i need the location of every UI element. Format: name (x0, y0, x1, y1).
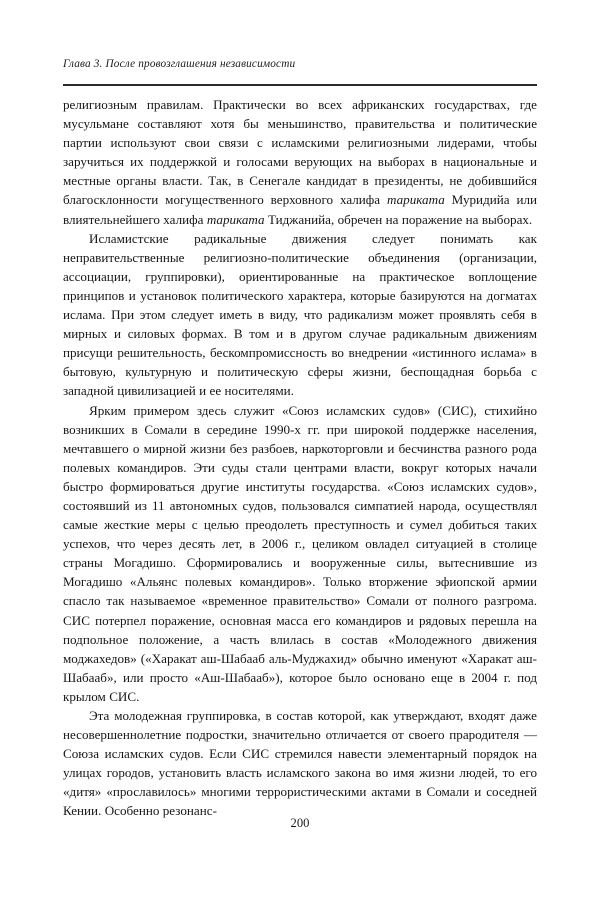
paragraph-text: Ярким примером здесь служит «Союз исламских судов» (СИС), стихийно возникших в Сомали в середине 1990-х гг. при широкой поддержке населения, мечтавшего о мирной жизни без разбоев, наркоторговли и бесчинства разного рода полевых командиров. Эти суды стали центрами власти, вокруг которых начали быстро формироваться другие институты государства. «Союз исламских судов», состоявший из 11 автономных судов, пользовался симпатией народа, осуществлял самые жесткие меры с целью преодолеть преступность и сумел добиться таких успехов, что через десять лет, в 2006 г., целиком овладел ситуацией в столице страны Могадишо. Сформировались и вооруженные силы, вытеснившие из Могадишо «Альянс полевых командиров». Только вторжение эфиопской армии спасло так называемое «временное правительство» Сомали от полного разгрома. СИС потерпел поражение, основная масса его командиров и рядовых перешла на подпольное положение, а часть влилась в состав «Молодежного движения моджахедов» («Харакат аш-Шабааб аль-Муджахид» обычно именуют «Харакат аш-Шабааб», или просто «Аш-Шабааб»), которое было основано еще в 2004 г. под крылом СИС. (63, 402, 537, 704)
running-head (63, 58, 537, 70)
paragraph-youth-grouping (63, 706, 537, 821)
running-head-text: Глава 3. После провозглашения независимости (63, 58, 296, 70)
paragraph-text: Исламистские радикальные движения следует понимать как неправительственные религиозно-политические объединения (организации, ассоциации, группировки), ориентированные на практическое воплощение принципов и установок политического характера, которые базируются на догматах ислама. При этом следует иметь в виду, что радикализм может проявлять себя в мирных и силовых формах. В том и в другом случае радикальным движениям присущи решительность, бескомпромиссность во внедрении «истинного ислама» в бытовую, культурную и политическую сферы жизни, беспощадная борьба с западной цивилизацией и ее носителями. (63, 230, 537, 399)
paragraph-religious-rules (63, 95, 537, 229)
paragraph-union-islamic-courts (63, 401, 537, 707)
paragraph-text: Эта молодежная группировка, в состав которой, как утверждают, входят даже несовершеннолетние подростки, значительно отличается от своего прародителя — Союза исламских судов. Если СИС стремился навести элементарный порядок на улицах городов, установить власть исламского закона во имя жизни людей, то его «дитя» «прославилось» многими террористическими актами в Сомали и соседней Кении. Особенно резонанс- (63, 708, 537, 819)
running-head-rule (63, 84, 537, 86)
body-text-block (63, 95, 537, 821)
paragraph-islamist-movements (63, 229, 537, 401)
paragraph-text: религиозным правилам. Практически во всех африканских государствах, где мусульмане составляют хотя бы меньшинство, правительства и политические партии используют свои связи с исламскими религиозными лидерами, чтобы заручиться их поддержкой и голосами верующих на выборах в национальные и местные органы власти. Так, в Сенегале кандидат в президенты, не добившийся благосклонности могущественного верховного халифа тариката Муридийа или влиятельнейшего халифа тариката Тиджанийа, обречен на поражение на выборах. (63, 97, 538, 227)
page-number: 200 (290, 816, 310, 830)
